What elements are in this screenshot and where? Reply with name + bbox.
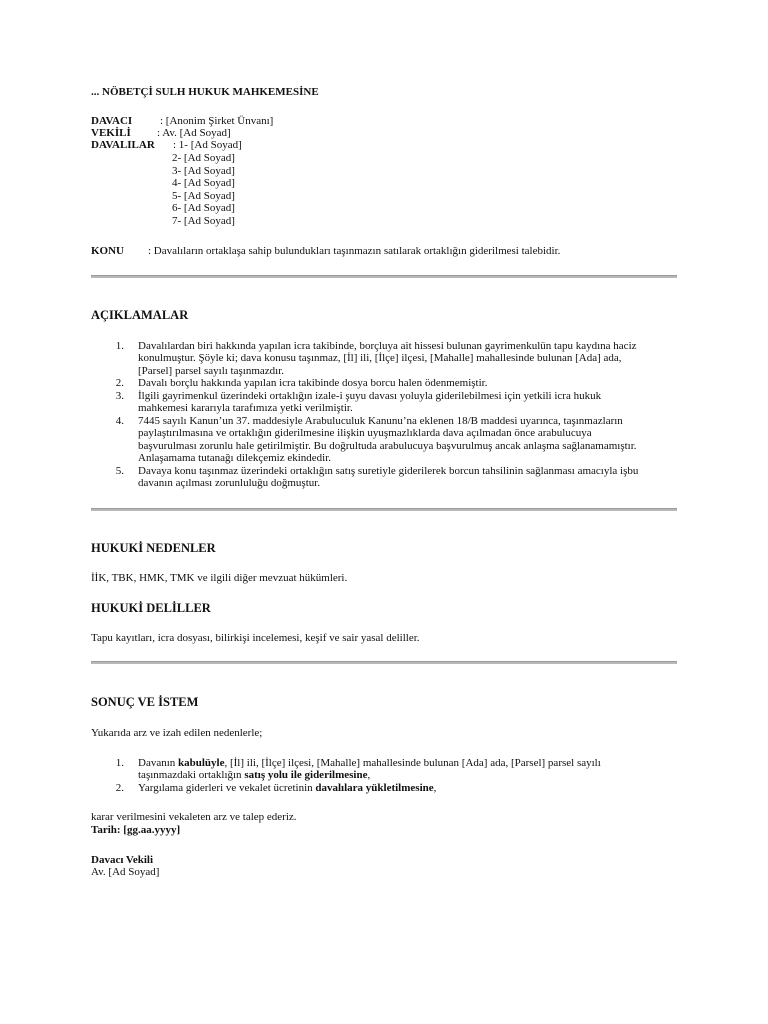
list-item-number: 3. <box>115 390 124 402</box>
sonuc-heading: SONUÇ VE İSTEM <box>91 695 199 709</box>
date-line: Tarih: [gg.aa.yyyy] <box>91 824 181 836</box>
list-item-line: Davanın kabulüyle, [İl] ili, [İlçe] ilçesi, [Mahalle] mahallesinde bulunan [Ada] ada, [Parsel] parsel sayılı <box>138 757 601 769</box>
hukuki-deliller-heading: HUKUKİ DELİLLER <box>91 601 211 615</box>
list-item-line: mahkemesi kararıyla tarafımıza yetki verilmiştir. <box>138 402 353 415</box>
list-item-line: başvurulması zorunlu hale getirilmiştir. Bu doğrultuda arabulucuya başvurulmuş ancak anlaşma sağlanamamıştır. <box>138 439 637 452</box>
hukuki-nedenler-heading: HUKUKİ NEDENLER <box>91 541 216 555</box>
list-item-line: davanın açılması zorunluluğu doğmuştur. <box>138 477 321 490</box>
list-item-number: 1. <box>115 757 124 769</box>
list-item <box>138 415 637 464</box>
davali-1: : 1- [Ad Soyad] <box>173 139 242 151</box>
list-item-line: 7445 sayılı Kanun’un 37. maddesiyle Arabuluculuk Kanunu’na eklenen 18/B maddesi uyarınca, taşınmazların <box>138 415 623 427</box>
list-item <box>138 465 638 490</box>
list-item-line: İlgili gayrimenkul üzerindeki ortaklığın izale-i şuyu davası yoluyla giderilebilmesi için yetkili icra hukuk <box>138 390 602 402</box>
sonuc-intro: Yukarıda arz ve izah edilen nedenlerle; <box>91 727 263 739</box>
konu-value: : Davalıların ortaklaşa sahip bulundukları taşınmazın satılarak ortaklığın giderilmesi talebidir. <box>148 245 561 257</box>
davali-4: 4- [Ad Soyad] <box>172 177 235 189</box>
list-item-number: 2. <box>115 377 124 389</box>
list-item <box>138 340 637 377</box>
court-title: ... NÖBETÇİ SULH HUKUK MAHKEMESİNE <box>91 86 319 98</box>
davalilar-label: DAVALILAR <box>91 139 155 151</box>
list-item <box>138 782 436 794</box>
list-item-number: 1. <box>115 340 124 352</box>
list-item <box>138 757 601 782</box>
list-item-line: Davaya konu taşınmaz üzerindeki ortaklığın satış suretiyle giderilerek borcun tahsilinin sağlanması amacıyla işbu <box>138 465 639 477</box>
divider <box>91 275 677 278</box>
closing-text: karar verilmesini vekaleten arz ve talep ederiz. <box>91 811 297 823</box>
list-item-number: 2. <box>115 782 124 794</box>
davali-7: 7- [Ad Soyad] <box>172 215 235 227</box>
hukuki-deliller-text: Tapu kayıtları, icra dosyası, bilirkişi incelemesi, keşif ve sair yasal deliller. <box>91 632 420 644</box>
hukuki-nedenler-text: İİK, TBK, HMK, TMK ve ilgili diğer mevzuat hükümleri. <box>91 572 348 584</box>
list-item-line: Anlaşamama tutanağı dilekçemiz ekindedir. <box>138 451 332 464</box>
list-item-line: Davalı borçlu hakkında yapılan icra takibinde dosya borcu halen ödenmemiştir. <box>138 377 488 389</box>
davaci-value: : [Anonim Şirket Ünvanı] <box>160 115 274 127</box>
list-item-number: 4. <box>115 415 124 427</box>
list-item-line: konulmuştur. Şöyle ki; dava konusu taşınmaz, [İl] ili, [İlçe] ilçesi, [Mahalle] mahallesinde bulunan [Ada] ada, <box>138 352 622 365</box>
davali-5: 5- [Ad Soyad] <box>172 190 235 202</box>
list-item-line: paylaştırılmasına ve ortaklığın giderilmesine ilişkin uyuşmazlıklarda dava açılmadan önce arabulucuya <box>138 427 592 440</box>
list-item-line: [Parsel] parsel sayılı taşınmazdır. <box>138 364 285 377</box>
signature-name: Av. [Ad Soyad] <box>91 866 160 878</box>
list-item <box>138 377 487 389</box>
konu-label: KONU <box>91 245 124 257</box>
list-item-line: taşınmazdaki ortaklığın satış yolu ile giderilmesine, <box>138 769 371 782</box>
vekili-value: : Av. [Ad Soyad] <box>157 127 231 139</box>
davali-2: 2- [Ad Soyad] <box>172 152 235 164</box>
list-item <box>138 390 601 415</box>
divider <box>91 661 677 664</box>
list-item-number: 5. <box>115 465 124 477</box>
signature-title: Davacı Vekili <box>91 854 154 866</box>
aciklamalar-heading: AÇIKLAMALAR <box>91 308 189 322</box>
list-item-line: Davalılardan biri hakkında yapılan icra takibinde, borçluya ait hissesi bulunan gayrimenkulün tapu kaydına haciz <box>138 340 637 352</box>
vekili-label: VEKİLİ <box>91 127 131 139</box>
davali-3: 3- [Ad Soyad] <box>172 165 235 177</box>
davaci-label: DAVACI <box>91 115 133 127</box>
divider <box>91 508 677 511</box>
davali-6: 6- [Ad Soyad] <box>172 202 235 214</box>
list-item-line: Yargılama giderleri ve vekalet ücretinin davalılara yükletilmesine, <box>138 782 437 794</box>
